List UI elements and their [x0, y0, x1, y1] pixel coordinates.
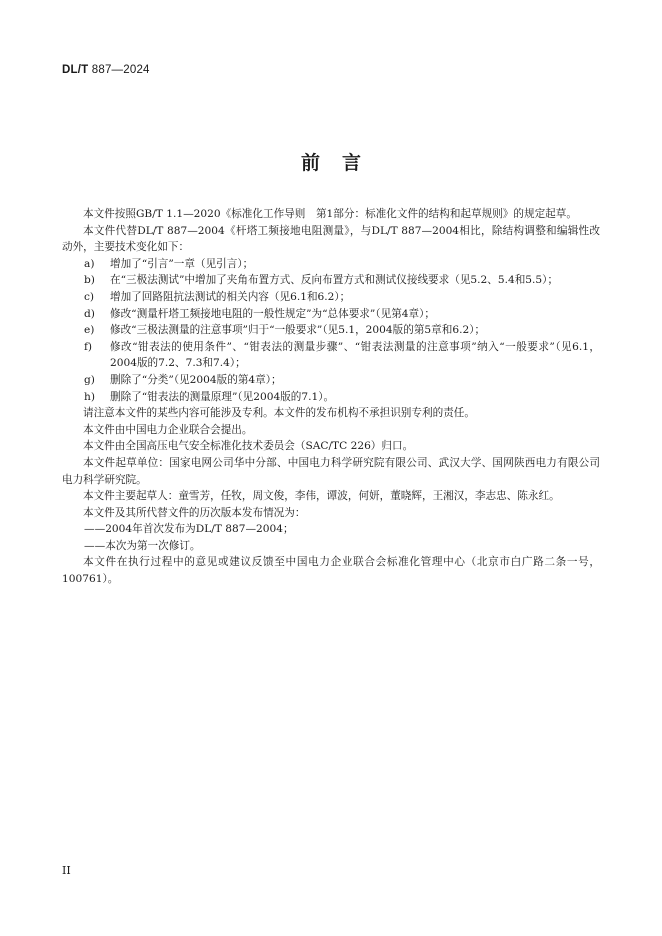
list-marker: f)	[84, 340, 93, 353]
list-item	[62, 372, 600, 389]
paragraph-feedback: 本文件在执行过程中的意见或建议反馈至中国电力企业联合会标准化管理中心（北京市白广路二条一号，100761）。	[62, 556, 600, 586]
paragraph-patent-notice: 请注意本文件的某些内容可能涉及专利。本文件的发布机构不承担识别专利的责任。	[83, 407, 475, 420]
list-item-text: 增加了“引言”一章（见引言）；	[110, 257, 254, 270]
list-item-text: 修改“三极法测量的注意事项”归于“一般要求”（见5.1，2004版的第5章和6.2）；	[110, 324, 486, 337]
list-marker: b)	[84, 274, 95, 287]
changes-list	[62, 256, 600, 405]
paragraph-drafting-rules: 本文件按照GB/T 1.1—2020《标准化工作导则 第1部分：标准化文件的结构和起草规则》的规定起草。	[83, 208, 577, 220]
list-marker: d)	[84, 307, 95, 320]
list-marker: h)	[84, 390, 95, 403]
list-item-text: 删除了“分类”（见2004版的第4章）；	[110, 373, 282, 386]
history-item: ——本次为第一次修订。	[84, 539, 201, 552]
list-item	[62, 322, 600, 339]
list-item-text: 增加了回路阻抗法测试的相关内容（见6.1和6.2）；	[110, 290, 351, 303]
page-title: 前言	[300, 152, 383, 174]
list-marker: a)	[84, 257, 95, 270]
list-item	[62, 306, 600, 323]
paragraph-proposed-by: 本文件由中国电力企业联合会提出。	[83, 423, 253, 436]
list-item	[62, 256, 600, 273]
history-item: ——2004年首次发布为DL/T 887—2004；	[84, 523, 294, 536]
paragraph-history-intro: 本文件及其所代替文件的历次版本发布情况为：	[83, 506, 306, 519]
paragraph-drafting-units: 本文件起草单位：国家电网公司华中分部、中国电力科学研究院有限公司、武汉大学、国网陕西电力有限公司电力科学研究院。	[62, 456, 600, 486]
list-item	[62, 339, 600, 372]
list-marker: e)	[84, 324, 95, 337]
paragraph-replacement: 本文件代替DL/T 887—2004《杆塔工频接地电阻测量》，与DL/T 887—2004相比，除结构调整和编辑性改动外，主要技术变化如下：	[62, 224, 600, 254]
list-item	[62, 389, 600, 406]
list-item	[62, 289, 600, 306]
standard-prefix: DL/T	[62, 64, 89, 76]
list-item-text: 在“三极法测试”中增加了夹角布置方式、反向布置方式和测试仪接线要求（见5.2、5.4和5.5）；	[110, 274, 559, 287]
page-number: II	[62, 864, 71, 877]
list-item	[62, 272, 600, 289]
list-item-text: 修改“测量杆塔工频接地电阻的一般性规定”为“总体要求”（见第4章）；	[110, 307, 436, 320]
list-marker: g)	[84, 373, 95, 386]
paragraph-drafters: 本文件主要起草人：童雪芳，任牧，周文俊，李伟，谭波，何妍，董晓辉，王湘汉，李志忠、陈永红。	[83, 490, 560, 503]
document-header	[62, 64, 150, 76]
standard-number: 887—2024	[91, 64, 150, 76]
list-item-text: 修改“钳表法的使用条件”、“钳表法的测量步骤”、“钳表法测量的注意事项”纳入“一般要求”（见6.1，2004版的7.2、7.3和7.4）；	[110, 340, 600, 370]
foreword-body	[62, 206, 600, 588]
list-item-text: 删除了“钳表法的测量原理”（见2004版的7.1）。	[110, 390, 335, 403]
list-marker: c)	[84, 290, 95, 303]
paragraph-centralized-by: 本文件由全国高压电气安全标准化技术委员会（SAC/TC 226）归口。	[83, 440, 414, 453]
